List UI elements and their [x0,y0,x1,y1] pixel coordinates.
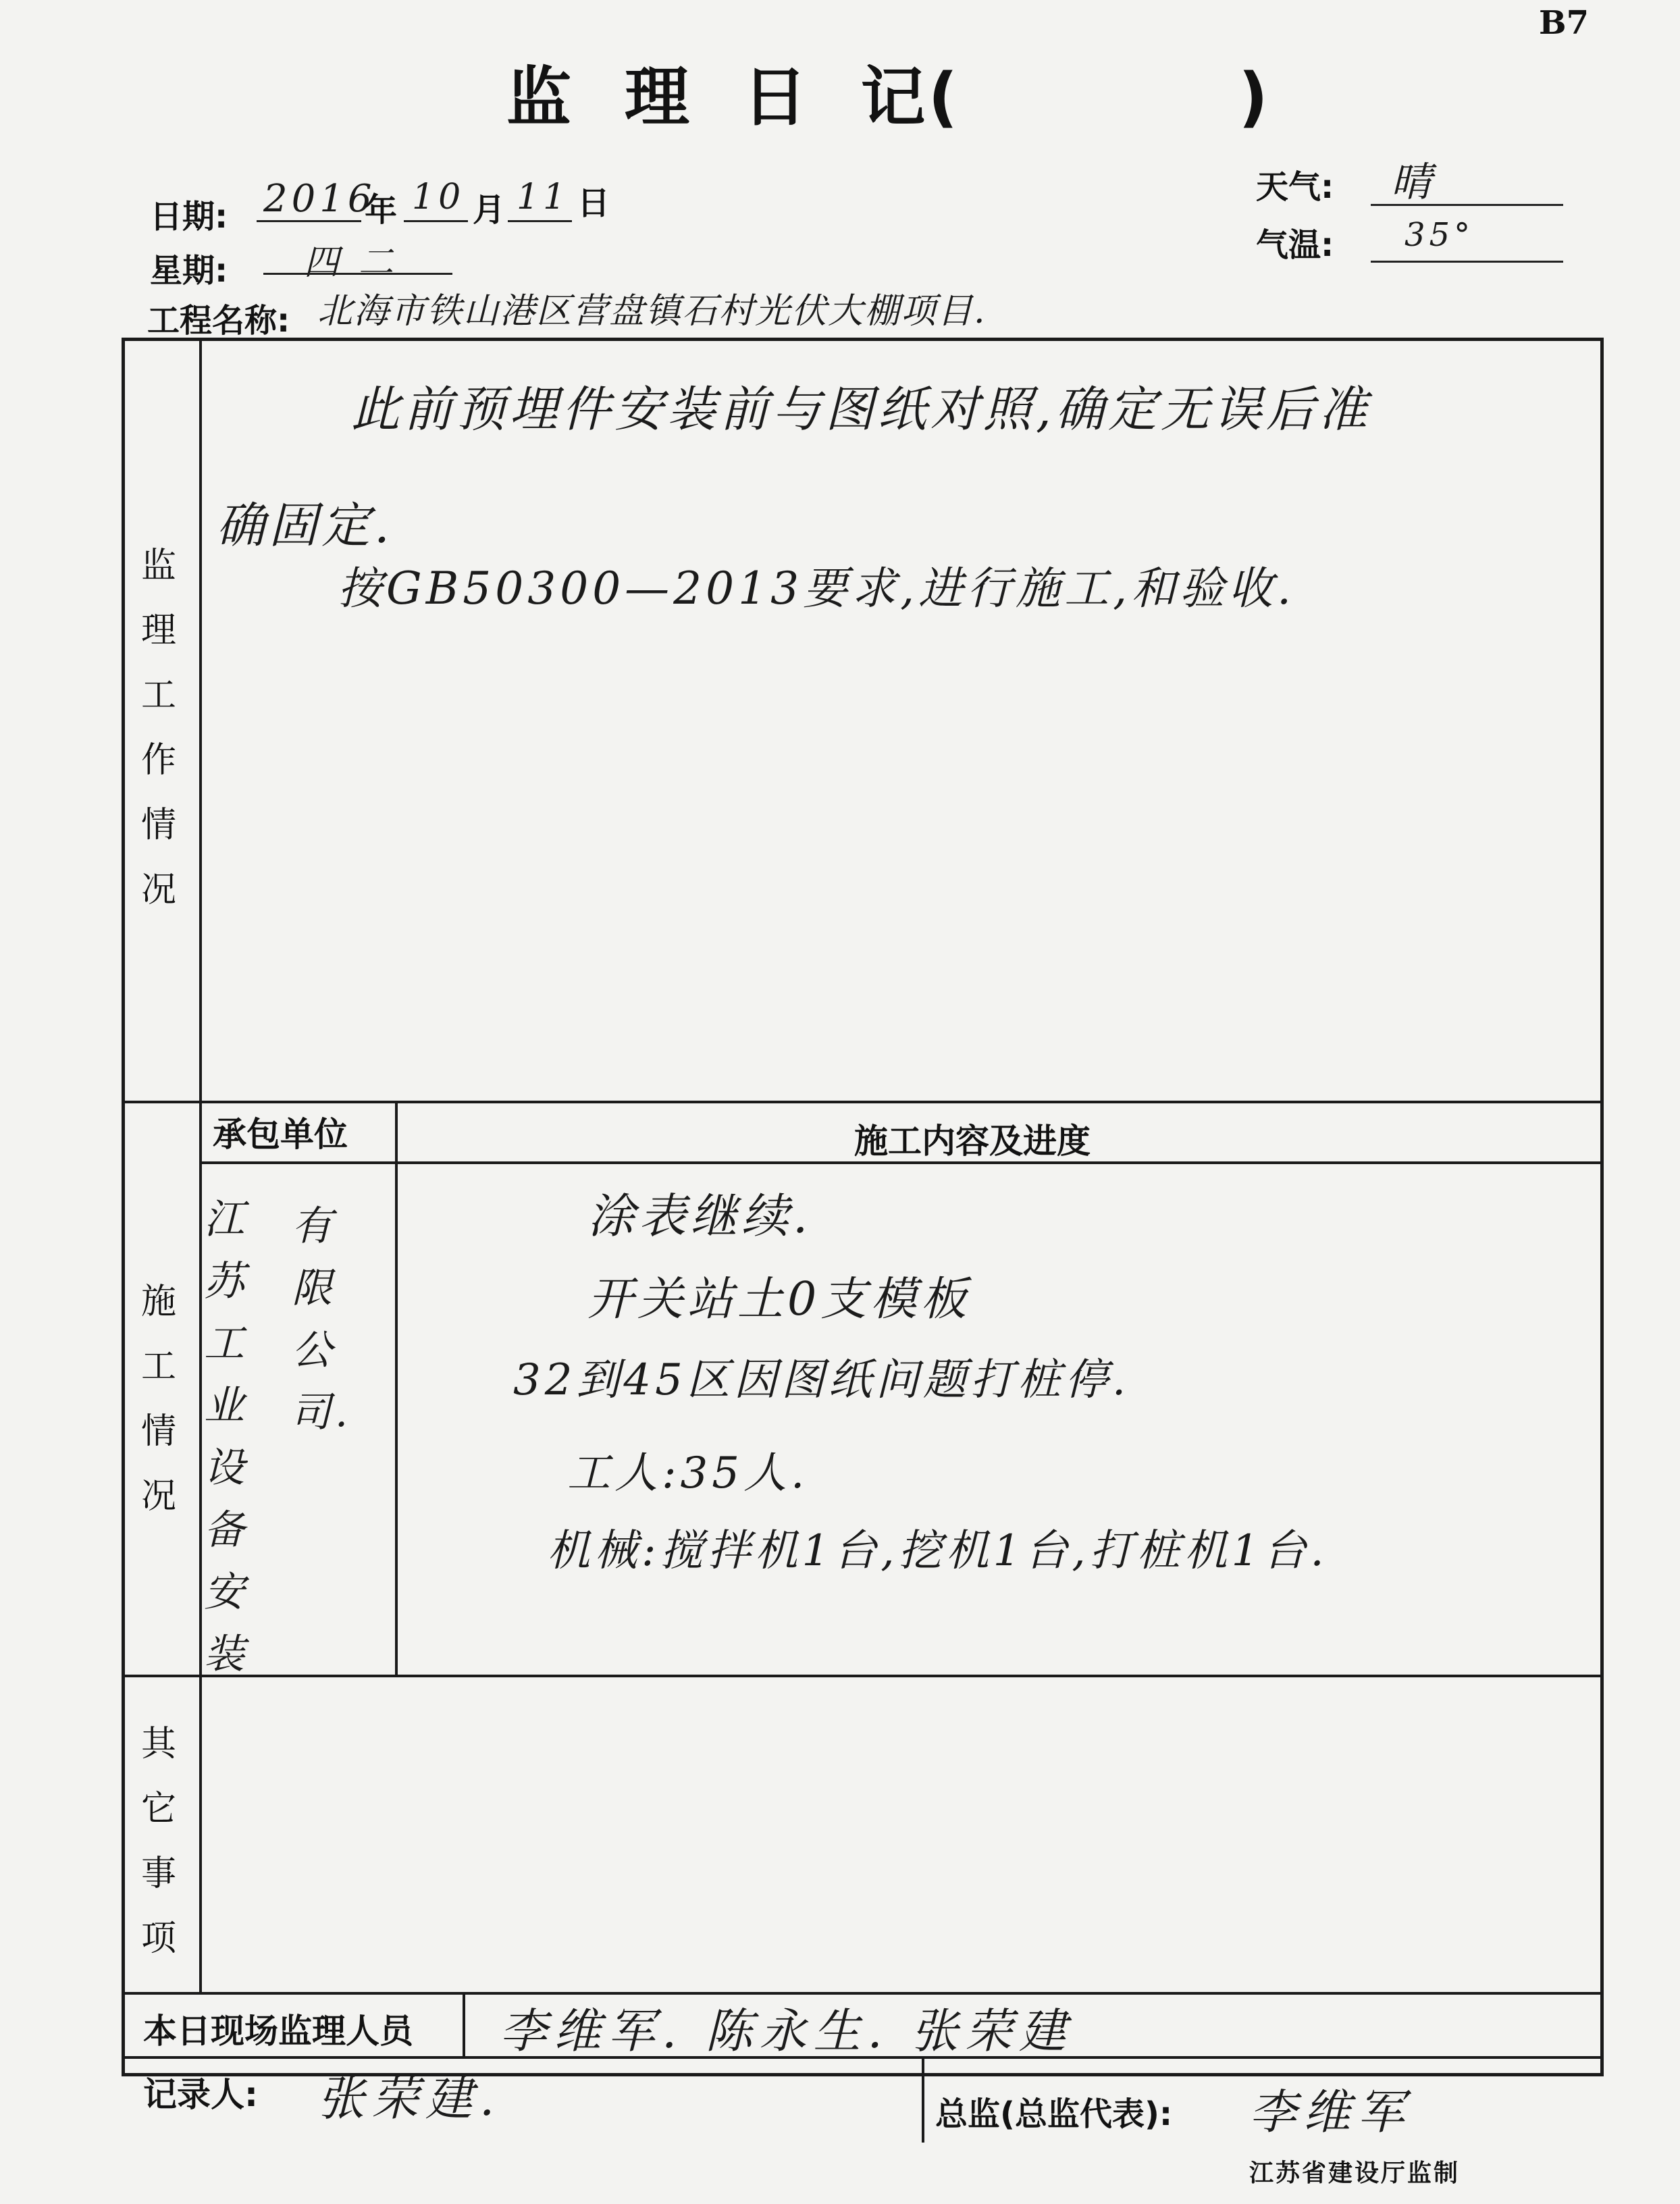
supervision-line-3: 按GB50300—2013要求,进行施工,和验收. [338,562,1296,614]
project-value: 北海市铁山港区营盘镇石村光伏大棚项目. [317,291,987,332]
date-year-underline [257,220,361,222]
weekday-value: 四 二 [304,242,398,283]
contractor-header: 承包单位 [213,1115,348,1154]
divider-construction-other [122,1675,1604,1677]
chief-label: 总监(总监代表): [935,2095,1173,2133]
chief-signature: 李维军 [1249,2084,1411,2140]
page-title: 监 理 日 记( ) [506,59,1271,135]
supervision-label-text: 监理工作情况 [140,546,176,910]
date-month: 10 [412,177,465,217]
contractor-column-1 [203,1188,250,1685]
label-column-border [199,338,202,1992]
supervision-line-2: 确固定. [216,497,394,554]
staff-label: 本日现场监理人员 [143,2012,413,2051]
content-header: 施工内容及进度 [854,1122,1091,1161]
supervision-line-1: 此前预埋件安装前与图纸对照,确定无误后准 [351,381,1371,438]
construction-line-5: 机械:搅拌机1台,挖机1台,打桩机1台. [547,1526,1328,1576]
month-unit: 月 [473,191,506,229]
recorder-signature: 张荣建. [317,2071,502,2126]
construction-line-3: 32到45区因图纸问题打桩停. [513,1355,1130,1405]
weather-value: 晴 [1391,159,1436,206]
weekday-label: 星期: [150,252,228,290]
construction-line-1: 涂表继续. [587,1188,812,1244]
construction-column-border [395,1101,398,1675]
construction-line-2: 开关站土0支模板 [587,1273,971,1326]
contractor-col2-text: 有限公司. [290,1203,352,1436]
weather-underline [1371,204,1563,206]
staff-signatures: 李维军. 陈永生. 张荣建 [500,2003,1074,2059]
contractor-col1-text: 江苏工业设备安装 [204,1196,248,1678]
date-day: 11 [517,177,570,217]
temp-label: 气温: [1256,226,1334,264]
contractor-column-2 [290,1195,352,1444]
form-code: B7 [1539,4,1589,42]
staff-label-border [463,1992,465,2056]
year-unit: 年 [365,191,398,229]
date-month-underline [404,220,468,222]
issuer-note: 江苏省建设厅监制 [1249,2159,1461,2187]
other-label-text: 其它事项 [140,1724,176,1959]
weekday-underline [263,273,452,275]
other-section-label [138,1712,179,1971]
temp-underline [1371,261,1563,263]
supervision-section-label [138,533,179,922]
day-unit: 日 [577,184,610,222]
project-label: 工程名称: [147,302,290,340]
date-label: 日期: [150,198,228,236]
recorder-label: 记录人: [143,2075,258,2114]
construction-section-label [138,1269,179,1529]
date-year: 2016 [263,177,376,221]
temp-value: 35° [1405,216,1475,254]
weather-label: 天气: [1256,168,1334,206]
divider-supervision-construction [122,1101,1604,1103]
date-day-underline [508,220,572,222]
construction-line-4: 工人:35人. [567,1448,809,1498]
construction-label-text: 施工情况 [140,1282,176,1517]
chief-cell-border [922,2056,924,2143]
